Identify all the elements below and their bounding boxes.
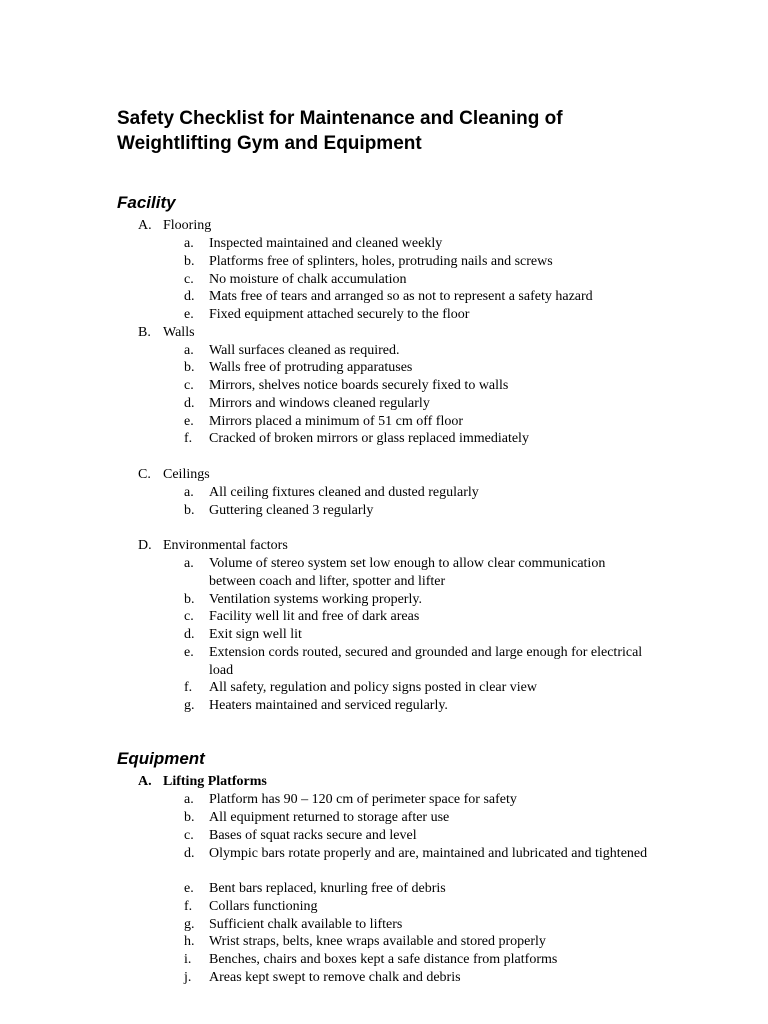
item-letter: e.	[184, 307, 194, 322]
item-letter: f.	[184, 431, 193, 446]
item-letter: d.	[184, 627, 195, 642]
item-letter: d.	[184, 289, 195, 304]
subsection-label: Ceilings	[163, 467, 210, 482]
item-letter: d.	[184, 396, 195, 411]
item-letter: b.	[184, 592, 195, 607]
section-heading-equipment: Equipment	[117, 749, 205, 768]
item-letter: c.	[184, 272, 194, 287]
item-letter: e.	[184, 881, 194, 896]
item-text: Platform has 90 – 120 cm of perimeter space for safety	[209, 792, 517, 807]
subsection-label: Flooring	[163, 218, 212, 233]
item-text: No moisture of chalk accumulation	[209, 272, 407, 287]
section-heading-facility: Facility	[117, 193, 176, 212]
item-text: Wall surfaces cleaned as required.	[209, 343, 400, 358]
item-letter: e.	[184, 645, 194, 660]
item-text: Guttering cleaned 3 regularly	[209, 503, 374, 518]
item-letter: a.	[184, 792, 194, 807]
item-letter: j.	[184, 970, 192, 985]
item-letter: a.	[184, 556, 194, 571]
item-text: All safety, regulation and policy signs posted in clear view	[209, 680, 538, 695]
subsection-letter: A.	[138, 218, 152, 233]
item-letter: b.	[184, 503, 195, 518]
item-text: Bent bars replaced, knurling free of debris	[209, 881, 446, 896]
item-text: Volume of stereo system set low enough to allow clear communication between coach and lifter, spotter and lifter	[209, 556, 606, 589]
item-letter: f.	[184, 899, 193, 914]
item-text: All ceiling fixtures cleaned and dusted regularly	[209, 485, 479, 500]
item-letter: h.	[184, 934, 195, 949]
item-letter: i.	[184, 952, 192, 967]
subsection-label: Environmental factors	[163, 538, 288, 553]
item-text: All equipment returned to storage after use	[209, 810, 450, 825]
item-text: Fixed equipment attached securely to the floor	[209, 307, 470, 322]
item-letter: f.	[184, 680, 193, 695]
title-line-2: Weightlifting Gym and Equipment	[117, 133, 422, 154]
item-text: Wrist straps, belts, knee wraps available and stored properly	[209, 934, 546, 949]
item-text: Sufficient chalk available to lifters	[209, 917, 403, 932]
item-text: Benches, chairs and boxes kept a safe distance from platforms	[209, 952, 558, 967]
subsection-label: Walls	[163, 325, 195, 340]
item-text: Walls free of protruding apparatuses	[209, 360, 413, 375]
item-text: Areas kept swept to remove chalk and debris	[209, 970, 461, 985]
subsection-letter: A.	[138, 774, 152, 789]
item-text: Platforms free of splinters, holes, protruding nails and screws	[209, 254, 553, 269]
item-text: Ventilation systems working properly.	[209, 592, 422, 607]
item-letter: a.	[184, 343, 194, 358]
item-letter: a.	[184, 485, 194, 500]
item-letter: g.	[184, 698, 195, 713]
item-letter: b.	[184, 360, 195, 375]
item-letter: a.	[184, 236, 194, 251]
item-letter: d.	[184, 846, 195, 861]
item-letter: c.	[184, 609, 194, 624]
subsection-letter: B.	[138, 325, 151, 340]
item-text: Cracked of broken mirrors or glass replaced immediately	[209, 431, 529, 446]
item-text: Exit sign well lit	[209, 627, 302, 642]
item-letter: c.	[184, 828, 194, 843]
item-text: Inspected maintained and cleaned weekly	[209, 236, 443, 251]
item-text: Bases of squat racks secure and level	[209, 828, 417, 843]
subsection-label: Lifting Platforms	[163, 774, 267, 789]
item-letter: g.	[184, 917, 195, 932]
item-text: Mirrors placed a minimum of 51 cm off floor	[209, 414, 464, 429]
item-letter: e.	[184, 414, 194, 429]
item-text: Olympic bars rotate properly and are, maintained and lubricated and tightened	[209, 846, 648, 861]
item-text: Mirrors and windows cleaned regularly	[209, 396, 430, 411]
subsection-letter: D.	[138, 538, 152, 553]
document-title	[117, 106, 737, 156]
item-text: Extension cords routed, secured and grounded and large enough for electrical load	[209, 645, 643, 678]
item-letter: c.	[184, 378, 194, 393]
item-text: Mats free of tears and arranged so as not to represent a safety hazard	[209, 289, 593, 304]
item-letter: b.	[184, 254, 195, 269]
item-letter: b.	[184, 810, 195, 825]
subsection-letter: C.	[138, 467, 151, 482]
item-text: Collars functioning	[209, 899, 318, 914]
item-text: Mirrors, shelves notice boards securely fixed to walls	[209, 378, 509, 393]
item-text: Heaters maintained and serviced regularly.	[209, 698, 448, 713]
title-line-1: Safety Checklist for Maintenance and Cleaning of	[117, 108, 563, 129]
item-text: Facility well lit and free of dark areas	[209, 609, 420, 624]
